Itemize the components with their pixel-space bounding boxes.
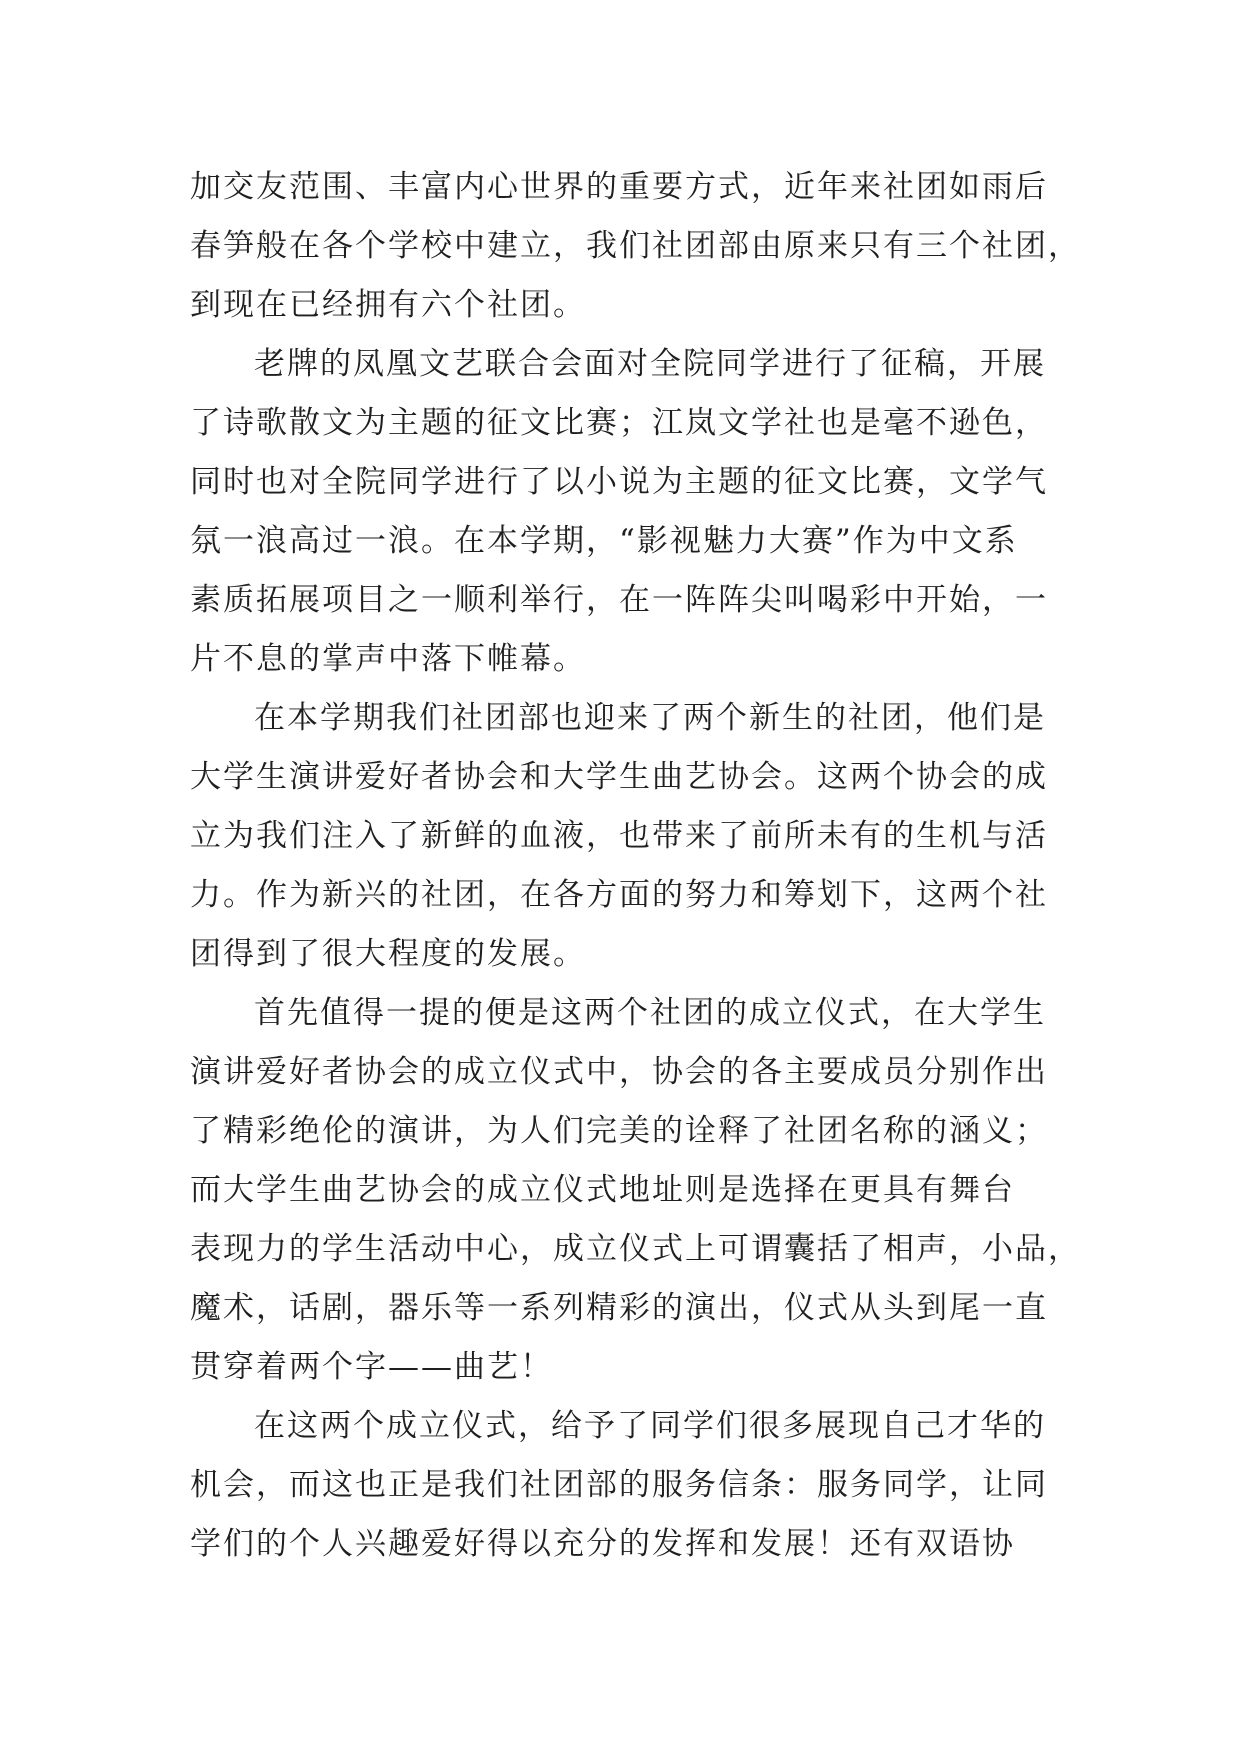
text-line: 力。作为新兴的社团，在各方面的努力和筹划下，这两个社 <box>190 877 1048 913</box>
text-line: 学们的个人兴趣爱好得以充分的发挥和发展！还有双语协 <box>190 1526 1015 1562</box>
paragraph-start-line: 老牌的凤凰文艺联合会面对全院同学进行了征稿，开展 <box>254 346 1046 382</box>
paragraph-start-line: 在本学期我们社团部也迎来了两个新生的社团，他们是 <box>254 700 1046 736</box>
text-line: 机会，而这也正是我们社团部的服务信条：服务同学，让同 <box>190 1467 1048 1503</box>
text-line: 立为我们注入了新鲜的血液，也带来了前所未有的生机与活 <box>190 818 1048 854</box>
text-line: 贯穿着两个字——曲艺！ <box>190 1349 553 1385</box>
text-line: 了精彩绝伦的演讲，为人们完美的诠释了社团名称的涵义； <box>190 1113 1048 1149</box>
text-line: 春笋般在各个学校中建立，我们社团部由原来只有三个社团， <box>190 228 1081 264</box>
text-line: 演讲爱好者协会的成立仪式中，协会的各主要成员分别作出 <box>190 1054 1048 1090</box>
text-line: 素质拓展项目之一顺利举行，在一阵阵尖叫喝彩中开始，一 <box>190 582 1048 618</box>
text-line: 同时也对全院同学进行了以小说为主题的征文比赛，文学气 <box>190 464 1048 500</box>
text-line: 片不息的掌声中落下帷幕。 <box>190 641 586 677</box>
text-line: 了诗歌散文为主题的征文比赛；江岚文学社也是毫不逊色， <box>190 405 1048 441</box>
text-line: 加交友范围、丰富内心世界的重要方式，近年来社团如雨后 <box>190 169 1048 205</box>
document-body <box>190 158 1090 1574</box>
paragraph-start-line: 在这两个成立仪式，给予了同学们很多展现自己才华的 <box>254 1408 1046 1444</box>
text-line: 魔术，话剧，器乐等一系列精彩的演出，仪式从头到尾一直 <box>190 1290 1048 1326</box>
text-line: 表现力的学生活动中心，成立仪式上可谓囊括了相声，小品， <box>190 1231 1081 1267</box>
text-line: 大学生演讲爱好者协会和大学生曲艺协会。这两个协会的成 <box>190 759 1048 795</box>
text-line: 而大学生曲艺协会的成立仪式地址则是选择在更具有舞台 <box>190 1172 1015 1208</box>
text-line: 团得到了很大程度的发展。 <box>190 936 586 972</box>
text-line: 氛一浪高过一浪。在本学期，“影视魅力大赛”作为中文系 <box>190 523 1018 559</box>
text-line: 到现在已经拥有六个社团。 <box>190 287 586 323</box>
paragraph-start-line: 首先值得一提的便是这两个社团的成立仪式，在大学生 <box>254 995 1046 1031</box>
